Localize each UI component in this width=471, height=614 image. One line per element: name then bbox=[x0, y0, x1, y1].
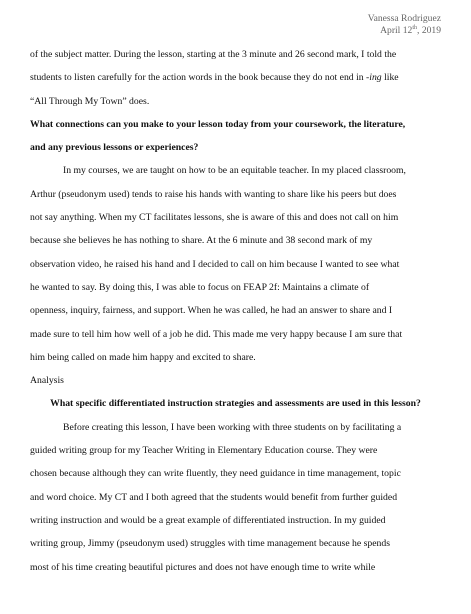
text-line: observation video, he raised his hand and I decided to call on him because I wanted to see what bbox=[30, 258, 400, 270]
italic-suffix: ing bbox=[369, 72, 382, 84]
header-date bbox=[30, 25, 441, 37]
text-line: made sure to tell him how well of a job he did. This made me very happy because I am sure that bbox=[30, 328, 403, 340]
header-date-month-day: April 12 bbox=[380, 25, 413, 36]
text-line: of the subject matter. During the lesson, starting at the 3 minute and 26 second mark, I told the bbox=[30, 49, 397, 60]
text-line: openness, inquiry, fairness, and support. When he was called, he had an answer to share and I bbox=[30, 305, 393, 317]
paragraph-equity bbox=[30, 159, 441, 369]
text-line: “All Through My Town” does. bbox=[30, 95, 150, 107]
paragraph-guided-writing bbox=[30, 416, 441, 579]
text-line bbox=[30, 66, 441, 89]
text-line: writing group, Jimmy (pseudonym used) struggles with time management because he spends bbox=[30, 538, 390, 550]
text-line: writing instruction and would be a great example of differentiated instruction. In my guided bbox=[30, 514, 386, 526]
text-segment: students to listen carefully for the action words in the book because they do not end in - bbox=[30, 72, 370, 84]
text-line: chosen because although they can write fluently, they need guidance in time management, topic bbox=[30, 468, 401, 480]
header-date-ordinal: th bbox=[412, 24, 418, 31]
page-header bbox=[30, 13, 441, 37]
question-connections bbox=[30, 113, 441, 160]
document-body bbox=[30, 43, 441, 579]
header-date-year: , 2019 bbox=[417, 25, 441, 36]
text-line: guided writing group for my Teacher Writing in Elementary Education course. They were bbox=[30, 445, 378, 457]
text-line: because she believes he has nothing to share. At the 6 minute and 38 second mark of my bbox=[30, 235, 373, 247]
paragraph-continuation bbox=[30, 43, 441, 113]
question-line: What connections can you make to your lesson today from your coursework, the literature, bbox=[30, 118, 406, 130]
text-line: and word choice. My CT and I both agreed that the students would benefit from further guided bbox=[30, 491, 398, 503]
header-author: Vanessa Rodriguez bbox=[367, 13, 441, 24]
text-segment: like bbox=[381, 72, 399, 84]
text-line: he wanted to say. By doing this, I was able to focus on FEAP 2f: Maintains a climate of bbox=[30, 281, 370, 293]
question-line: and any previous lessons or experiences? bbox=[30, 142, 199, 154]
text-line: not say anything. When my CT facilitates lessons, she is aware of this and does not call on him bbox=[30, 212, 399, 224]
text-line: him being called on made him happy and excited to share. bbox=[30, 351, 256, 363]
text-line: most of his time creating beautiful pictures and does not have enough time to write while bbox=[30, 561, 376, 573]
text-line: Before creating this lesson, I have been working with three students on by facilitating a bbox=[63, 421, 402, 433]
text-line: Arthur (pseudonym used) tends to raise his hands with wanting to share like his peers but does bbox=[30, 188, 397, 200]
section-heading-analysis: Analysis bbox=[30, 375, 64, 387]
text-line: In my courses, we are taught on how to be an equitable teacher. In my placed classroom, bbox=[63, 165, 406, 177]
question-differentiated-instruction: What specific differentiated instruction strategies and assessments are used in this lesson? bbox=[50, 398, 421, 410]
